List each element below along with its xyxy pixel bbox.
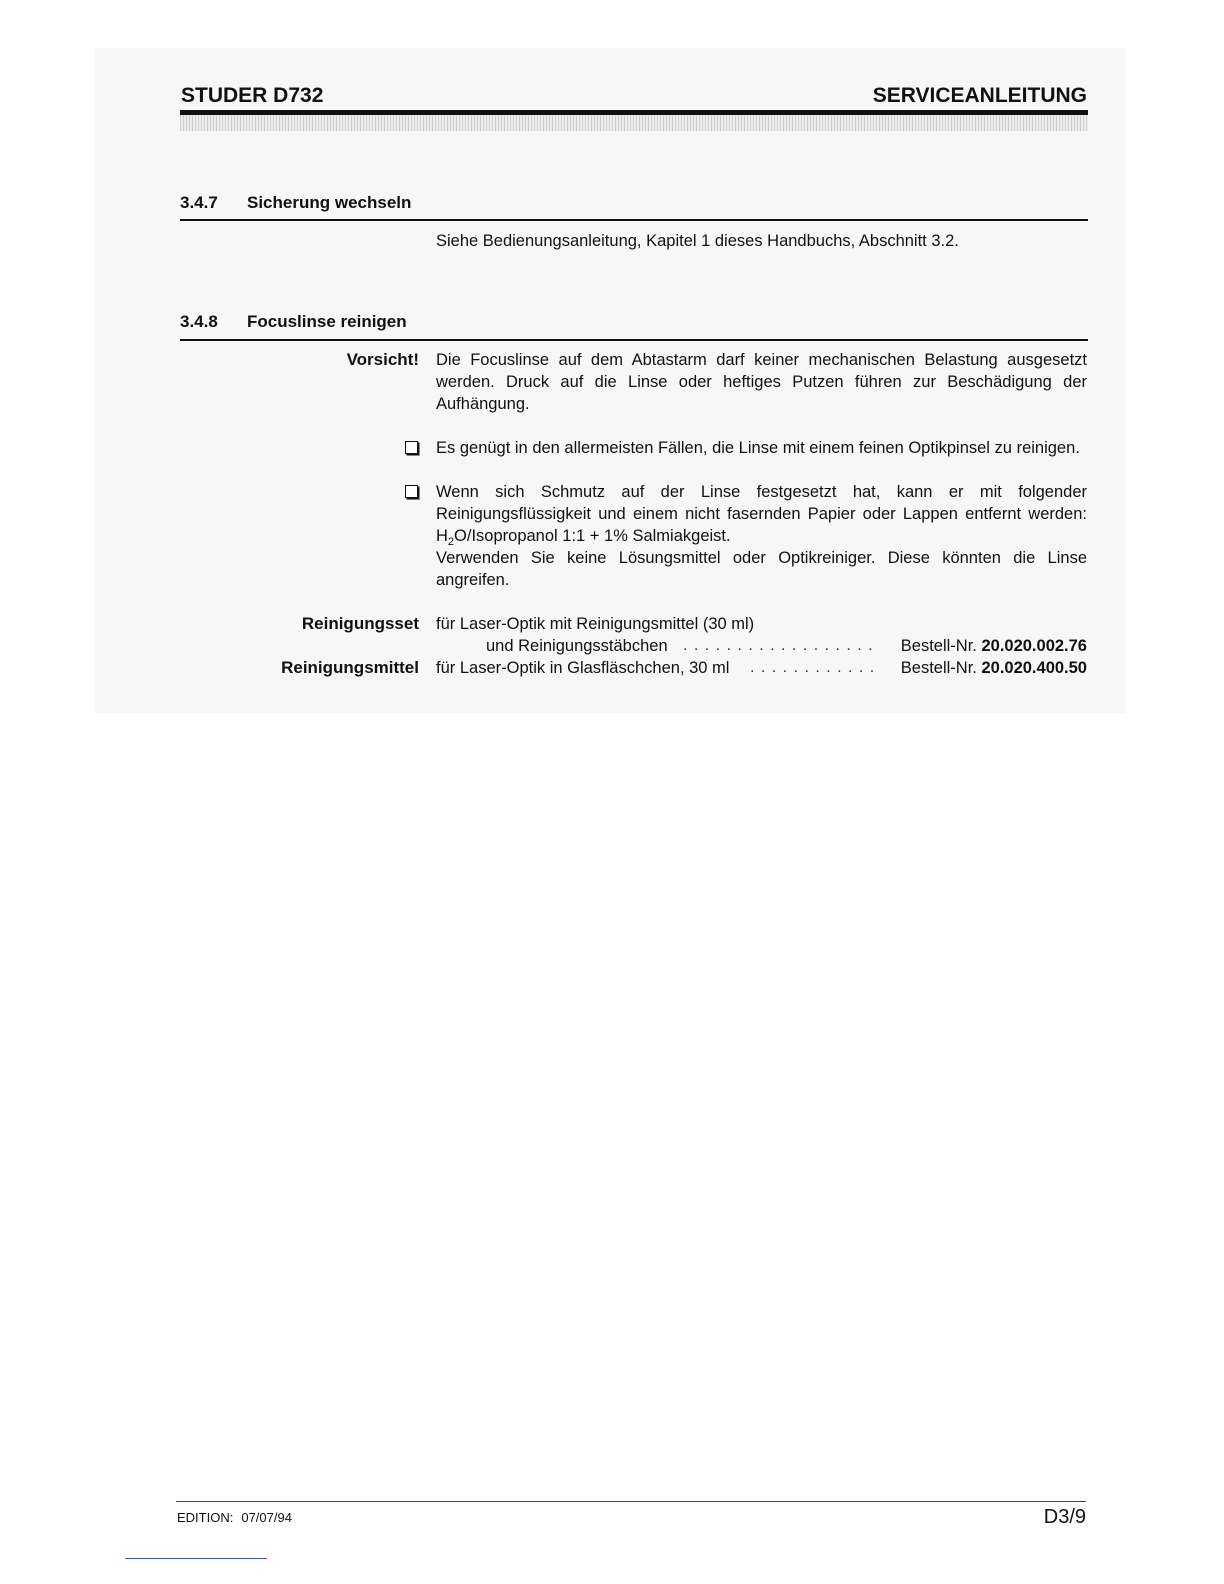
- blue-underline: [125, 1558, 267, 1559]
- part-description: für Laser-Optik in Glasfläschchen, 30 ml: [436, 659, 730, 677]
- header-band: [180, 115, 1088, 131]
- bullet-note: Verwenden Sie keine Lösungsmittel oder Optikreiniger. Diese könnten die Linse angreifen.: [436, 549, 1087, 589]
- header-product-name: STUDER D732: [181, 84, 324, 107]
- section-title: Focuslinse reinigen: [247, 312, 407, 331]
- part-label: Reinigungsset: [301, 614, 419, 633]
- footer-rule: [176, 1501, 1086, 1502]
- part-description: für Laser-Optik mit Reinigungsmittel (30 ml): [436, 615, 755, 633]
- section-text: Siehe Bedienungsanleitung, Kapitel 1 dieses Handbuchs, Abschnitt 3.2.: [436, 232, 959, 250]
- order-value: 20.020.002.76: [981, 637, 1087, 655]
- dot-leader: . . . . . . . . . . . . . . . . . .: [683, 637, 874, 654]
- order-prefix: Bestell-Nr.: [900, 637, 977, 655]
- order-number: [901, 635, 1087, 657]
- edition-date: 07/07/94: [241, 1510, 292, 1525]
- dot-leader: . . . . . . . . . . . .: [750, 659, 876, 676]
- bullet-text: [436, 481, 1087, 547]
- section-title: Sicherung wechseln: [247, 193, 412, 212]
- bullet-text: Es genügt in den allermeisten Fällen, die Linse mit einem feinen Optikpinsel zu reinigen.: [436, 439, 1080, 457]
- caution-label: Vorsicht!: [346, 350, 419, 369]
- section-rule: [180, 219, 1088, 221]
- subscript: 2: [447, 536, 455, 548]
- order-number: [901, 657, 1087, 679]
- order-prefix: Bestell-Nr.: [900, 659, 977, 677]
- caution-text: Die Focuslinse auf dem Abtastarm darf keiner mechanischen Belastung ausgesetzt werden. Druck auf die Linse oder heftiges Putzen führen zur Beschädigung der Aufhängung.: [436, 351, 1087, 413]
- section-number: 3.4.8: [180, 312, 218, 331]
- checkbox-bullet-icon: [405, 441, 418, 454]
- order-value: 20.020.400.50: [981, 659, 1087, 677]
- edition-label: EDITION:: [177, 1510, 234, 1525]
- section-rule: [180, 339, 1088, 341]
- header-document-type: SERVICEANLEITUNG: [872, 84, 1087, 107]
- bullet-text-part: Wenn sich Schmutz auf der Linse festgesetzt hat, kann er mit folgender Reinigungsflüssigkeit und einem nicht fasernden Papier oder Lappen entfernt werden: H: [436, 483, 1087, 545]
- part-label: Reinigungsmittel: [281, 658, 419, 677]
- section-number: 3.4.7: [180, 193, 218, 212]
- part-description: und Reinigungsstäbchen: [486, 637, 668, 655]
- checkbox-bullet-icon: [405, 485, 418, 498]
- bullet-text-part: O/Isopropanol 1:1 + 1% Salmiakgeist.: [454, 527, 731, 545]
- page-number: D3/9: [1043, 1506, 1086, 1528]
- footer-edition: [177, 1510, 292, 1526]
